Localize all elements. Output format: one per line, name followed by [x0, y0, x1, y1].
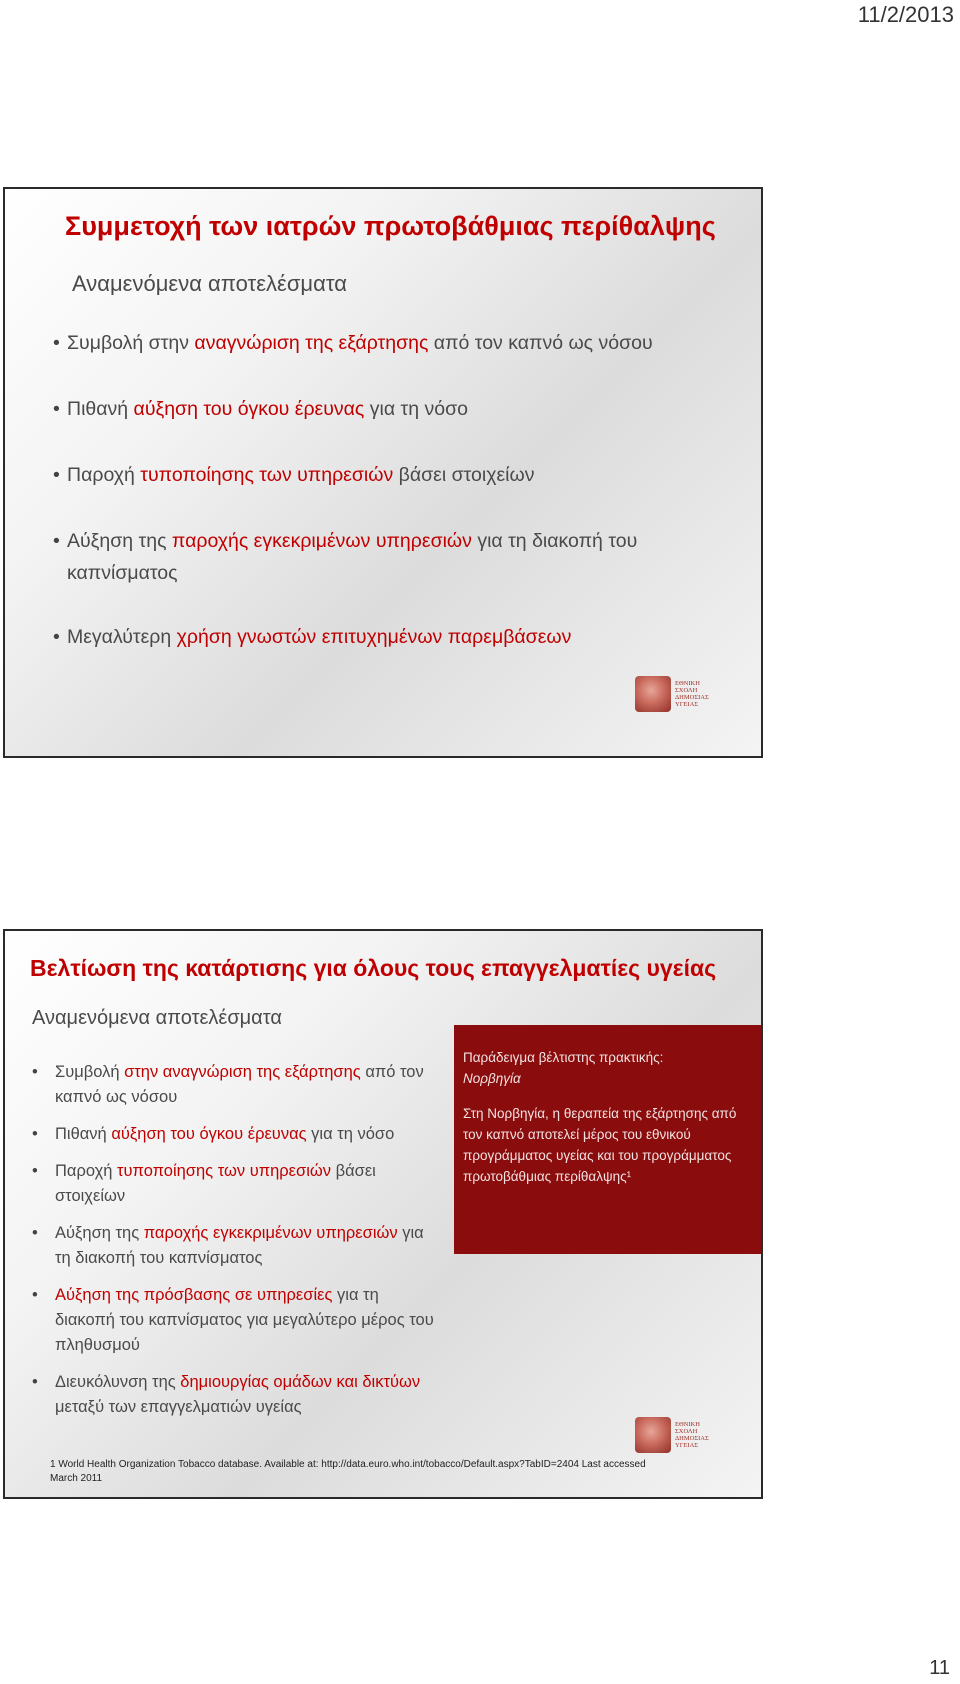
page-date: 11/2/2013 [857, 2, 954, 27]
slide-title: Συμμετοχή των ιατρών πρωτοβάθμιας περίθαλψης [65, 211, 716, 241]
slide-subtitle: Αναμενόμενα αποτελέσματα [72, 271, 347, 296]
logo-emblem-icon [635, 676, 671, 712]
logo-text: ΕΘΝΙΚΗ ΣΧΟΛΗ ΔΗΜΟΣΙΑΣ ΥΓΕΙΑΣ [675, 680, 709, 708]
slide-primary-care [3, 187, 763, 758]
best-practice-body: Στη Νορβηγία, η θεραπεία της εξάρτησης από τον καπνό αποτελεί μέρος του εθνικού προγράμματος υγείας και του προγράμματος πρωτοβάθμιας περίθαλψης¹ [463, 1106, 737, 1184]
school-logo [635, 1416, 719, 1454]
slide-subtitle: Αναμενόμενα αποτελέσματα [32, 1007, 282, 1029]
bullet-list [32, 1060, 442, 1432]
slide-title: Βελτίωση της κατάρτισης για όλους τους επαγγελματίες υγείας [30, 955, 717, 981]
logo-text: ΕΘΝΙΚΗ ΣΧΟΛΗ ΔΗΜΟΣΙΑΣ ΥΓΕΙΑΣ [675, 1421, 709, 1449]
best-practice-title: Παράδειγμα βέλτιστης πρακτικής: [463, 1050, 664, 1065]
bullet-list [53, 327, 743, 687]
footnote: 1 World Health Organization Tobacco database. Available at: http://data.euro.who.int/tobacco/Default.aspx?TabID=2404 Last accessed March 2011 [50, 1459, 646, 1484]
list-item: • Συμβολή στην αναγνώριση της εξάρτησης από τον καπνό ως νόσου [32, 1060, 442, 1110]
list-item: • Συμβολή στην αναγνώριση της εξάρτησης από τον καπνό ως νόσου [53, 327, 743, 359]
list-item: • Αύξηση της πρόσβασης σε υπηρεσίες για τη διακοπή του καπνίσματος για μεγαλύτερο μέρος του πληθυσμού [32, 1283, 442, 1358]
list-item: • Μεγαλύτερη χρήση γνωστών επιτυχημένων παρεμβάσεων [53, 621, 743, 653]
list-item: • Παροχή τυποποίησης των υπηρεσιών βάσει στοιχείων [32, 1159, 442, 1209]
school-logo [635, 675, 719, 713]
page-number: 11 [929, 1657, 950, 1679]
best-practice-country: Νορβηγία [463, 1071, 521, 1086]
list-item: • Πιθανή αύξηση του όγκου έρευνας για τη νόσο [53, 393, 743, 425]
list-item: • Αύξηση της παροχής εγκεκριμένων υπηρεσιών για τη διακοπή του καπνίσματος [53, 525, 743, 589]
list-item: • Παροχή τυποποίησης των υπηρεσιών βάσει στοιχείων [53, 459, 743, 491]
list-item: • Αύξηση της παροχής εγκεκριμένων υπηρεσιών για τη διακοπή του καπνίσματος [32, 1221, 442, 1271]
list-item: • Διευκόλυνση της δημιουργίας ομάδων και δικτύων μεταξύ των επαγγελματιών υγείας [32, 1370, 442, 1420]
slide-training [3, 929, 763, 1499]
best-practice-box [454, 1025, 763, 1254]
logo-emblem-icon [635, 1417, 671, 1453]
list-item: • Πιθανή αύξηση του όγκου έρευνας για τη νόσο [32, 1122, 442, 1147]
